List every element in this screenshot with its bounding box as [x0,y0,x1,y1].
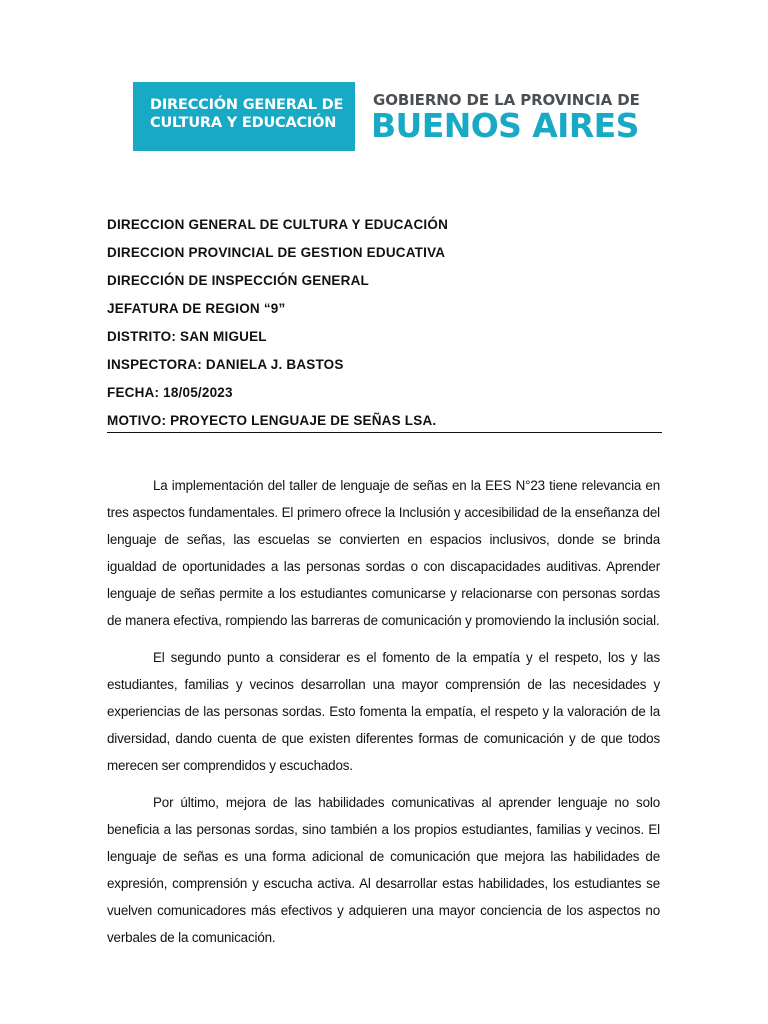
header-fecha: FECHA: 18/05/2023 [107,385,233,400]
header-motivo: MOTIVO: PROYECTO LENGUAJE DE SEÑAS LSA. [107,407,662,433]
province-logo-line-1: GOBIERNO DE LA PROVINCIA DE [373,91,640,109]
province-logo-line-2: BUENOS AIRES [371,106,639,145]
header-jefatura: JEFATURA DE REGION “9” [107,301,286,316]
paragraph-3: Por último, mejora de las habilidades comunicativas al aprender lenguaje no solo beneficia a las personas sordas, sino también a los propios estudiantes, familias y vecinos. El lenguaje de señas es una forma adicional de comunicación que mejora las habilidades de expresión, comprensión y escucha activa. Al desarrollar estas habilidades, los estudiantes se vuelven comunicadores más efectivos y adquieren una mayor conciencia de los aspectos no verbales de la comunicación. [107,795,660,945]
header-direccion-inspeccion: DIRECCIÓN DE INSPECCIÓN GENERAL [107,273,369,288]
header-distrito: DISTRITO: SAN MIGUEL [107,329,267,344]
document-body [107,472,660,961]
paragraph-2: El segundo punto a considerar es el fomento de la empatía y el respeto, los y las estudiantes, familias y vecinos desarrollan una mayor comprensión de las necesidades y experiencias de las personas sordas. Esto fomenta la empatía, el respeto y la valoración de la diversidad, dando cuenta de que existen diferentes formas de comunicación y de que todos merecen ser comprendidos y escuchados. [107,650,660,773]
header-direccion-general: DIRECCION GENERAL DE CULTURA Y EDUCACIÓN [107,217,449,232]
dgce-logo [133,82,355,151]
dgce-logo-line-1: DIRECCIÓN GENERAL DE [150,97,344,113]
dgce-logo-line-2: CULTURA Y EDUCACIÓN [150,115,337,131]
paragraph-1: La implementación del taller de lenguaje de señas en la EES N°23 tiene relevancia en tres aspectos fundamentales. El primero ofrece la Inclusión y accesibilidad de la enseñanza del lenguaje de señas, las escuelas se convierten en espacios inclusivos, donde se brinda igualdad de oportunidades a las personas sordas o con discapacidades auditivas. Aprender lenguaje de señas permite a los estudiantes comunicarse y relacionarse con personas sordas de manera efectiva, rompiendo las barreras de comunicación y promoviendo la inclusión social. [107,478,660,628]
header-direccion-provincial: DIRECCION PROVINCIAL DE GESTION EDUCATIVA [107,245,446,260]
document-header [107,211,662,433]
header-inspectora: INSPECTORA: DANIELA J. BASTOS [107,357,344,372]
